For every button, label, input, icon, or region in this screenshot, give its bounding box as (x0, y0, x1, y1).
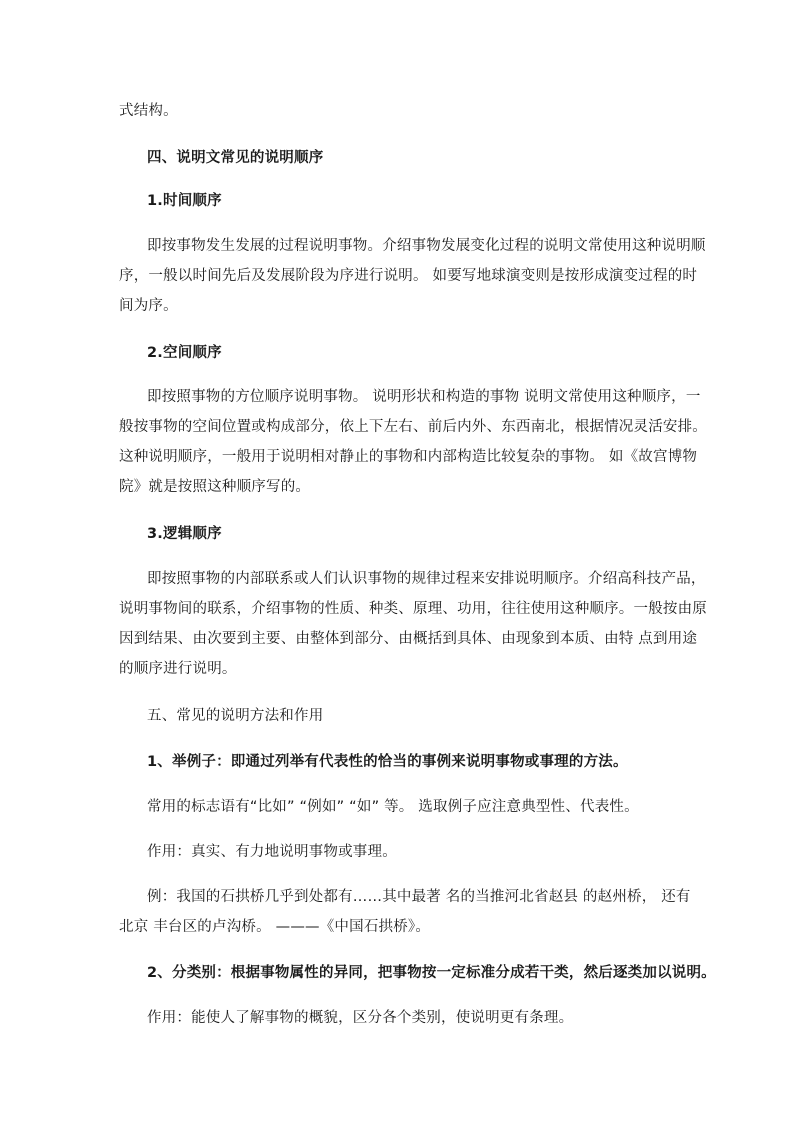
subsection-heading: 1.时间顺序 (147, 193, 222, 209)
paragraph-line: 这种说明顺序，一般用于说明相对静止的事物和内部构造比较复杂的事物。 如《故宫博物 (119, 449, 698, 465)
text-line: 式结构。 (119, 103, 178, 119)
paragraph-line: 序，一般以时间先后及发展阶段为序进行说明。 如要写地球演变则是按形成演变过程的时 (119, 268, 698, 284)
paragraph-line: 即按照事物的方位顺序说明事物。 说明形状和构造的事物 说明文常使用这种顺序，一 (147, 389, 701, 405)
paragraph-line: 间为序。 (119, 298, 178, 314)
subsection-heading: 3.逻辑顺序 (147, 526, 222, 542)
section-heading: 四、说明文常见的说明顺序 (147, 150, 324, 166)
method-heading: 2、分类别：根据事物属性的异同，把事物按一定标准分成若干类，然后逐类加以说明。 (147, 965, 716, 981)
section-heading: 五、常见的说明方法和作用 (147, 708, 324, 724)
paragraph-line: 作用：真实、有力地说明事物或事理。 (147, 844, 397, 860)
example-line: 北京 丰台区的卢沟桥。 ———《中国石拱桥》。 (119, 919, 431, 935)
paragraph-line: 作用：能使人了解事物的概貌，区分各个类别，使说明更有条理。 (147, 1010, 574, 1026)
example-line: 例：我国的石拱桥几乎到处都有……其中最著 名的当推河北省赵县 的赵州桥， 还有 (147, 889, 691, 905)
paragraph-line: 般按事物的空间位置或构成部分，依上下左右、前后内外、东西南北，根据情况灵活安排。 (119, 419, 707, 435)
paragraph-line: 因到结果、由次要到主要、由整体到部分、由概括到具体、由现象到本质、由特 点到用途 (119, 631, 698, 647)
paragraph-line: 院》就是按照这种顺序写的。 (119, 479, 311, 495)
paragraph-line: 即按照事物的内部联系或人们认识事物的规律过程来安排说明顺序。介绍高科技产品， (147, 571, 706, 587)
subsection-heading: 2.空间顺序 (147, 345, 222, 361)
paragraph-line: 的顺序进行说明。 (119, 661, 237, 677)
method-heading: 1、举例子：即通过列举有代表性的恰当的事例来说明事物或事理的方法。 (147, 754, 628, 770)
paragraph-line: 说明事物间的联系，介绍事物的性质、种类、原理、功用，往往使用这种顺序。一般按由原 (119, 601, 707, 617)
paragraph-line: 常用的标志语有“比如” “例如” “如” 等。 选取例子应注意典型性、代表性。 (147, 799, 639, 815)
paragraph-line: 即按事物发生发展的过程说明事物。介绍事物发展变化过程的说明文常使用这种说明顺 (147, 238, 706, 254)
